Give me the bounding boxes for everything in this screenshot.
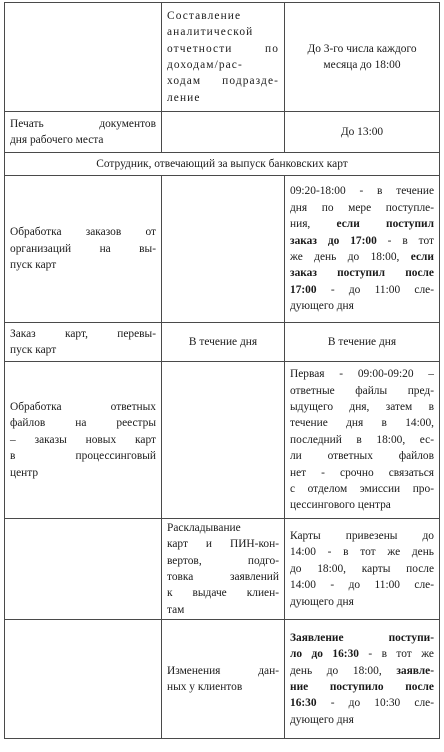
cell-text-line [290, 282, 434, 298]
cell-text-line: Карты привезены до [290, 529, 434, 542]
cell-text-line: последний в 18:00, ес- [290, 433, 434, 446]
table-row [5, 620, 440, 739]
table-cell-deadline [285, 362, 440, 519]
schedule-table [4, 2, 440, 739]
cell-text-line: дующего дня [290, 713, 354, 726]
table-cell-task [5, 519, 162, 620]
cell-text-line: 14:00 - до 11:00 сле- [290, 579, 434, 592]
cell-text-line: ходам подразде- [167, 75, 279, 88]
cell-text-line: аналитической [167, 26, 254, 39]
cell-text-run: - в тот [376, 234, 434, 247]
section-header-cell: Сотрудник, отвечающий за выпуск банковских карт [5, 153, 440, 176]
table-cell-activity [162, 112, 285, 153]
cell-text-line: До 13:00 [340, 125, 384, 138]
table-cell-deadline [285, 620, 440, 739]
cell-text-line: к выдаче клиен- [167, 587, 279, 600]
cell-text-line: В течение дня [188, 335, 258, 348]
cell-text-line: отчетности по [167, 42, 279, 55]
cell-text-line: пуск карт [10, 344, 57, 356]
cell-text-run: день до 18:00, [290, 664, 397, 677]
cell-text-line: дня рабочего места [10, 134, 104, 146]
cell-text-run: - в тот же [358, 648, 434, 661]
cell-text-bold: 16:30 [290, 697, 317, 710]
table-cell-deadline [285, 176, 440, 323]
document-page [4, 2, 439, 749]
cell-text-line: дующего дня [290, 595, 354, 608]
table-cell-task [5, 362, 162, 519]
table-row [5, 3, 440, 112]
cell-text-bold: ло до 16:30 [290, 648, 359, 661]
cell-text-line: течение дня в 14:00, [290, 417, 434, 430]
table-row [5, 323, 440, 362]
cell-text-run: - до 10:30 сле- [316, 697, 434, 710]
cell-text-line: там [167, 603, 185, 616]
cell-text-line: в процессинговый [10, 450, 156, 463]
cell-text-line: ных у клиентов [167, 681, 243, 693]
table-row-section-header [5, 153, 440, 176]
cell-text-line: центр [10, 466, 39, 479]
table-row [5, 519, 440, 620]
cell-text-line [290, 630, 434, 646]
table-cell-task [5, 620, 162, 739]
cell-text-bold: заявле- [396, 664, 434, 677]
cell-text-line: товка заявлений [167, 571, 279, 583]
table-cell-task [5, 112, 162, 153]
cell-text-line: Раскладывание [167, 521, 241, 534]
cell-text-line [290, 265, 434, 281]
cell-text-line [290, 233, 434, 249]
cell-text-line: дующего дня [290, 300, 354, 313]
cell-text-line: с отделом эмиссии про- [290, 483, 434, 496]
cell-text-line: цессингового центра [290, 499, 391, 512]
cell-text-bold: заказ до 17:00 [290, 234, 377, 247]
table-cell-activity [162, 323, 285, 362]
cell-text-line: пуск карт [10, 259, 57, 272]
table-cell-activity [162, 3, 285, 112]
cell-text-line: карт и ПИН-кон- [167, 538, 279, 551]
cell-text-run: ния, [290, 218, 337, 231]
table-cell-deadline [285, 112, 440, 153]
cell-text-line: доходам/рас- [167, 59, 243, 71]
cell-text-bold: заказ поступил после [290, 267, 434, 280]
cell-text-bold: если поступил [336, 218, 434, 231]
table-cell-deadline [285, 519, 440, 620]
cell-text-bold: 17:00 [290, 283, 317, 296]
cell-text-line: ление [167, 91, 201, 104]
table-row [5, 362, 440, 519]
cell-text-line [290, 216, 434, 232]
cell-text-line: организаций на вы- [10, 242, 156, 255]
cell-text-line: Обработка ответных [10, 400, 156, 413]
cell-text-line: Первая - 09:00-09:20 – [290, 368, 434, 381]
cell-text-line: файлов на реестры [10, 417, 156, 430]
table-cell-activity [162, 176, 285, 323]
cell-text-line: нет - срочно связаться [290, 466, 434, 479]
table-cell-task [5, 3, 162, 112]
cell-text-line [290, 663, 434, 679]
cell-text-line: Изменения дан- [167, 664, 279, 677]
table-row [5, 176, 440, 323]
cell-text-line: – заказы новых карт [10, 433, 156, 446]
cell-text-line [290, 695, 434, 711]
cell-text-line: ыдущего дня, затем в [290, 400, 434, 413]
cell-text-line: Заказ карт, перевы- [10, 327, 156, 340]
cell-text-line: В течение дня [327, 335, 397, 348]
cell-text-line [290, 249, 434, 265]
cell-text-line [290, 679, 434, 695]
table-cell-activity [162, 362, 285, 519]
cell-text-line: До 3-го числа каждого [307, 42, 417, 55]
cell-text-line: Составление [167, 9, 242, 22]
cell-text-line: дня по мере поступле- [290, 201, 434, 214]
cell-text-bold: Заявление поступи- [290, 631, 434, 644]
table-cell-activity [162, 620, 285, 739]
cell-text-line: 14:00 - в тот же день [290, 546, 434, 559]
cell-text-bold: если [410, 251, 434, 263]
table-row [5, 112, 440, 153]
table-cell-task [5, 323, 162, 362]
cell-text-run: - до 11:00 сле- [316, 283, 434, 296]
cell-text-line: ответные файлы пред- [290, 384, 434, 397]
cell-text-line [290, 646, 434, 662]
cell-text-line: Обработка заказов от [10, 226, 156, 239]
cell-text-line: вертов, подго- [167, 554, 279, 567]
cell-text-line: Печать документов [10, 117, 156, 130]
cell-text-line: месяца до 18:00 [323, 59, 401, 71]
cell-text-line: 09:20-18:00 - в течение [290, 185, 434, 198]
cell-text-line: до 18:00, карты после [290, 562, 434, 575]
table-cell-task [5, 176, 162, 323]
table-cell-activity [162, 519, 285, 620]
cell-text-run: же день до 18:00, [290, 251, 411, 263]
cell-text-bold: ние поступило после [290, 681, 434, 693]
table-cell-deadline [285, 323, 440, 362]
table-cell-deadline [285, 3, 440, 112]
cell-text-line: ли ответных файлов [290, 450, 434, 463]
